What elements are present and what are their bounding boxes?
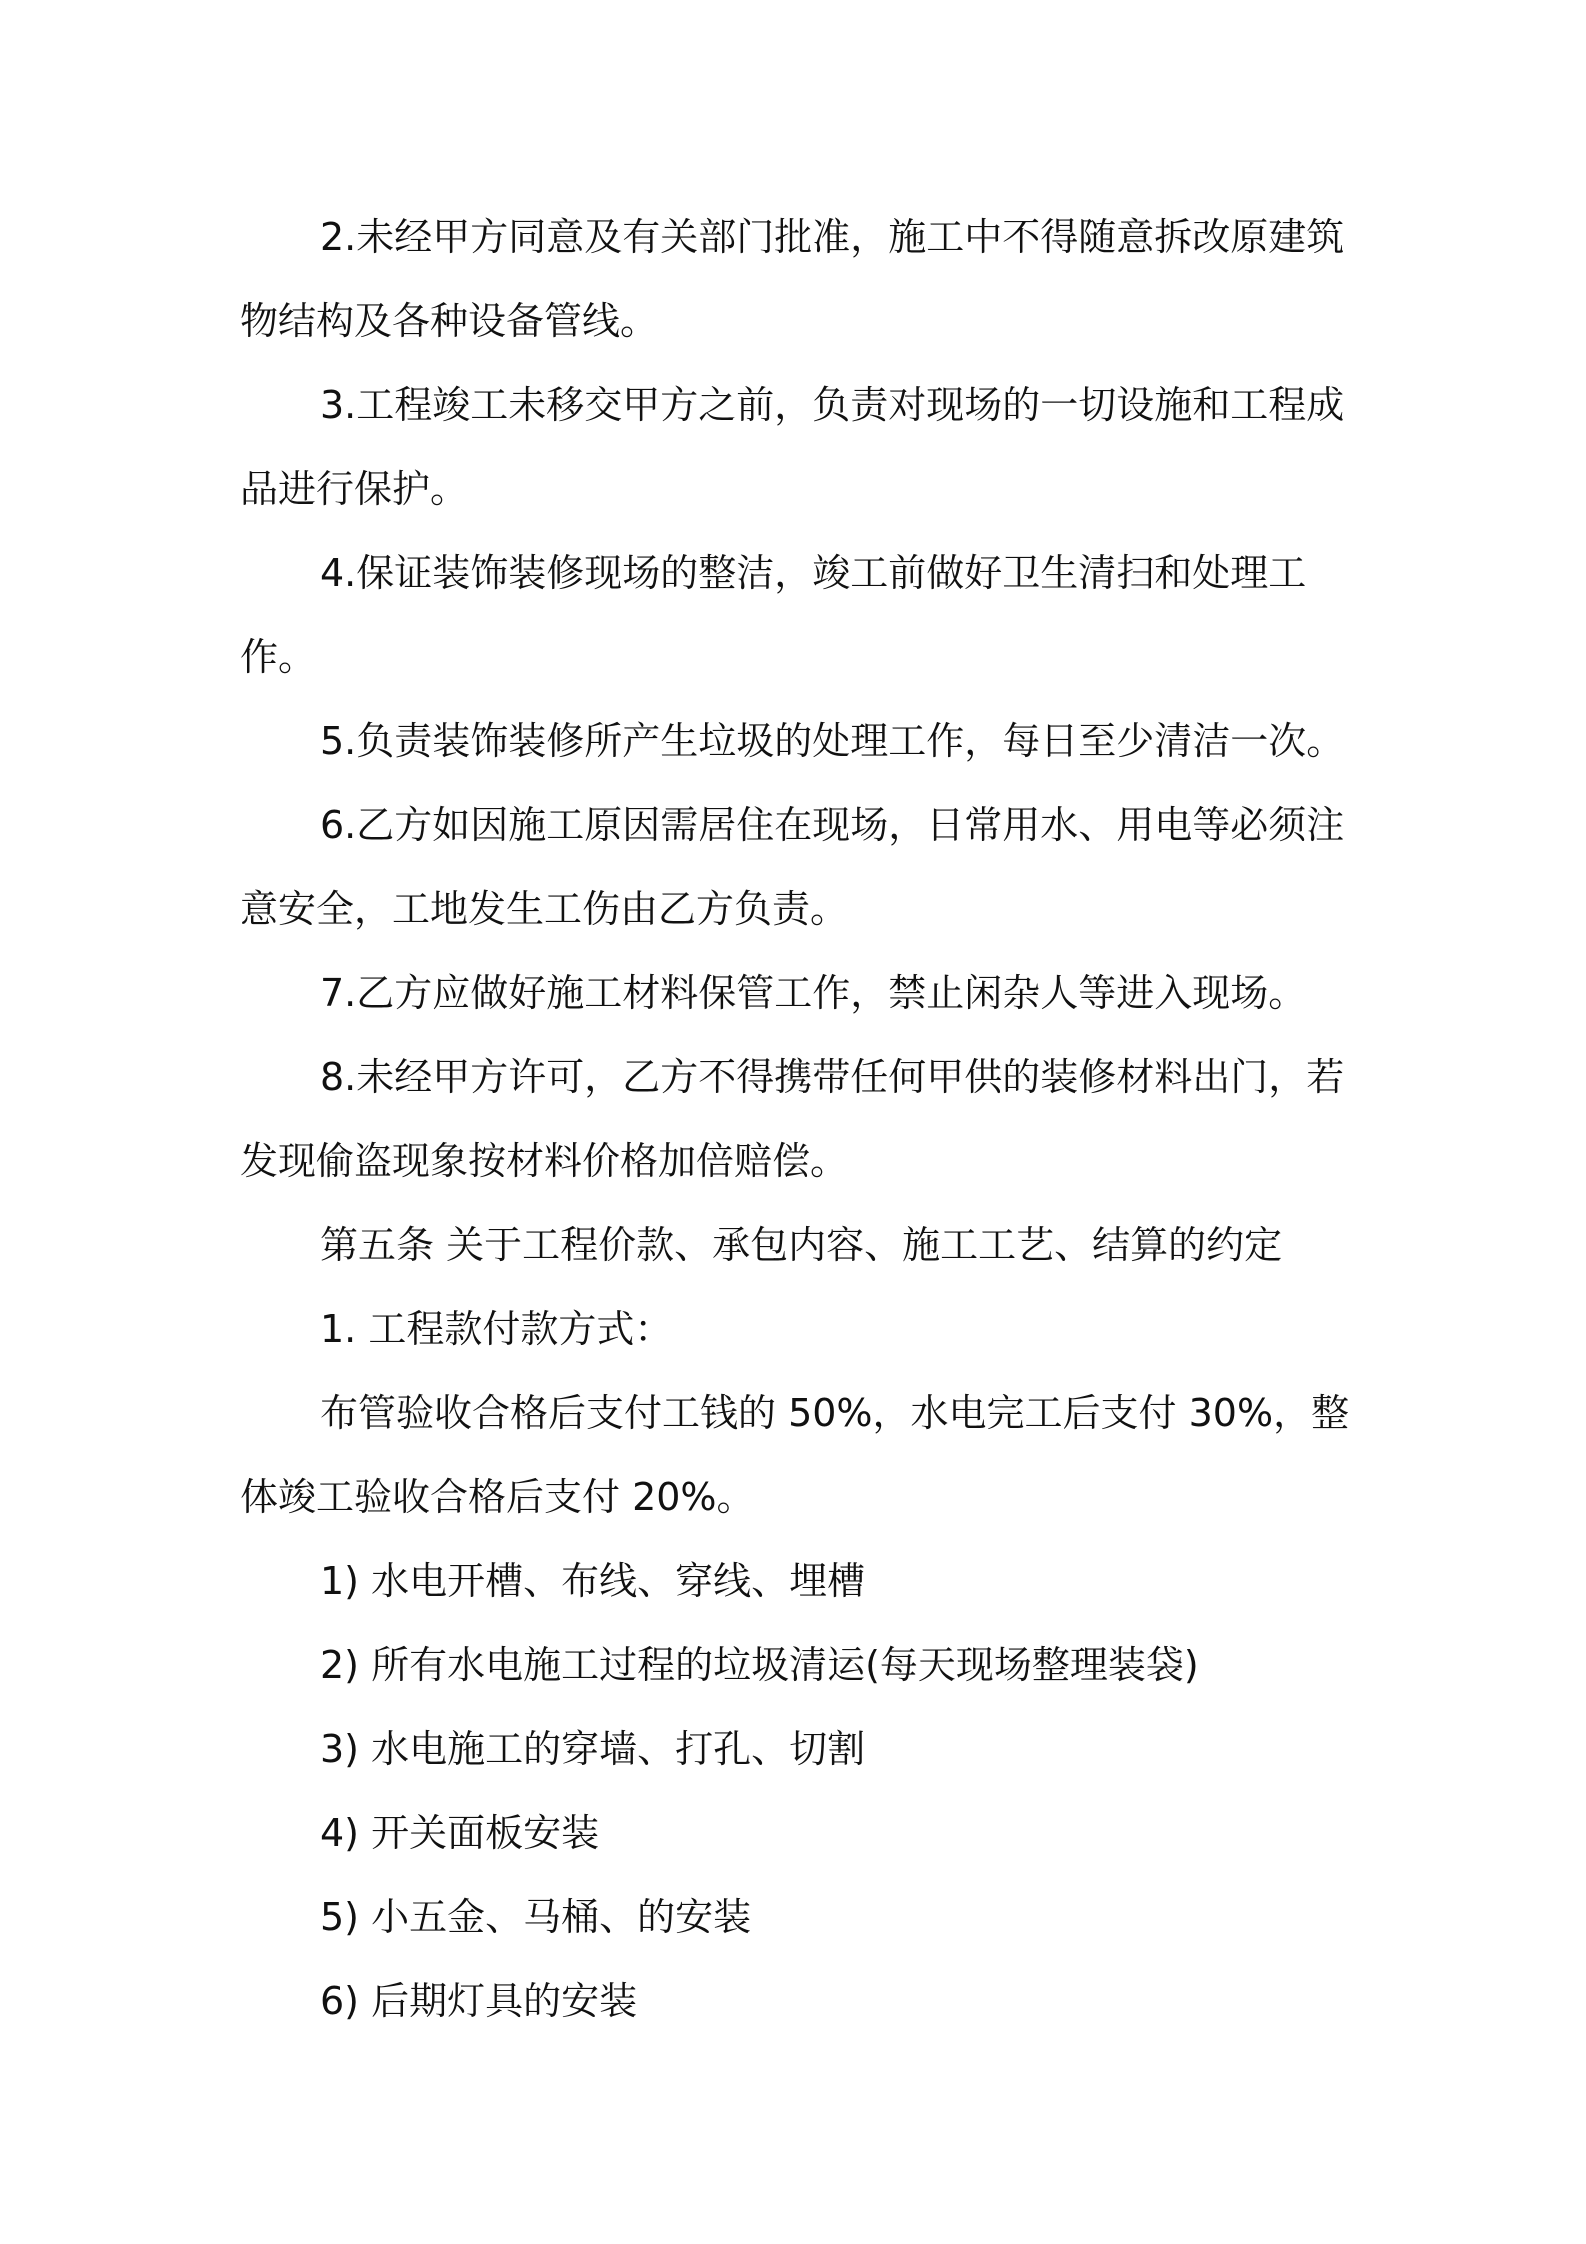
payment-terms: 布管验收合格后支付工钱的 50%，水电完工后支付 30%，整体竣工验收合格后支付 20%。 xyxy=(240,1391,1350,1519)
clause-4: 4.保证装饰装修现场的整洁，竣工前做好卫生清扫和处理工作。 xyxy=(240,551,1307,679)
clause-7: 7.乙方应做好施工材料保管工作，禁止闲杂人等进入现场。 xyxy=(320,971,1307,1015)
article-5-heading: 第五条 关于工程价款、承包内容、施工工艺、结算的约定 xyxy=(320,1223,1283,1267)
document-body xyxy=(240,195,1360,2043)
list-item: 4) 开关面板安装 xyxy=(320,1811,600,1855)
scope-list xyxy=(240,1539,1360,2043)
list-item: 6) 后期灯具的安装 xyxy=(320,1979,638,2023)
list-item: 5) 小五金、马桶、的安装 xyxy=(320,1895,752,1939)
clause-6: 6.乙方如因施工原因需居住在现场，日常用水、用电等必须注意安全，工地发生工伤由乙方负责。 xyxy=(240,803,1345,931)
clause-3: 3.工程竣工未移交甲方之前，负责对现场的一切设施和工程成品进行保护。 xyxy=(240,383,1345,511)
payment-method-heading: 1. 工程款付款方式： xyxy=(320,1307,673,1351)
clause-2: 2.未经甲方同意及有关部门批准，施工中不得随意拆改原建筑物结构及各种设备管线。 xyxy=(240,215,1345,343)
list-item: 3) 水电施工的穿墙、打孔、切割 xyxy=(320,1727,866,1771)
clause-8: 8.未经甲方许可，乙方不得携带任何甲供的装修材料出门，若发现偷盗现象按材料价格加倍赔偿。 xyxy=(240,1055,1345,1183)
list-item: 1) 水电开槽、布线、穿线、埋槽 xyxy=(320,1559,866,1603)
clause-5: 5.负责装饰装修所产生垃圾的处理工作，每日至少清洁一次。 xyxy=(320,719,1345,763)
list-item: 2) 所有水电施工过程的垃圾清运(每天现场整理装袋) xyxy=(320,1643,1199,1687)
